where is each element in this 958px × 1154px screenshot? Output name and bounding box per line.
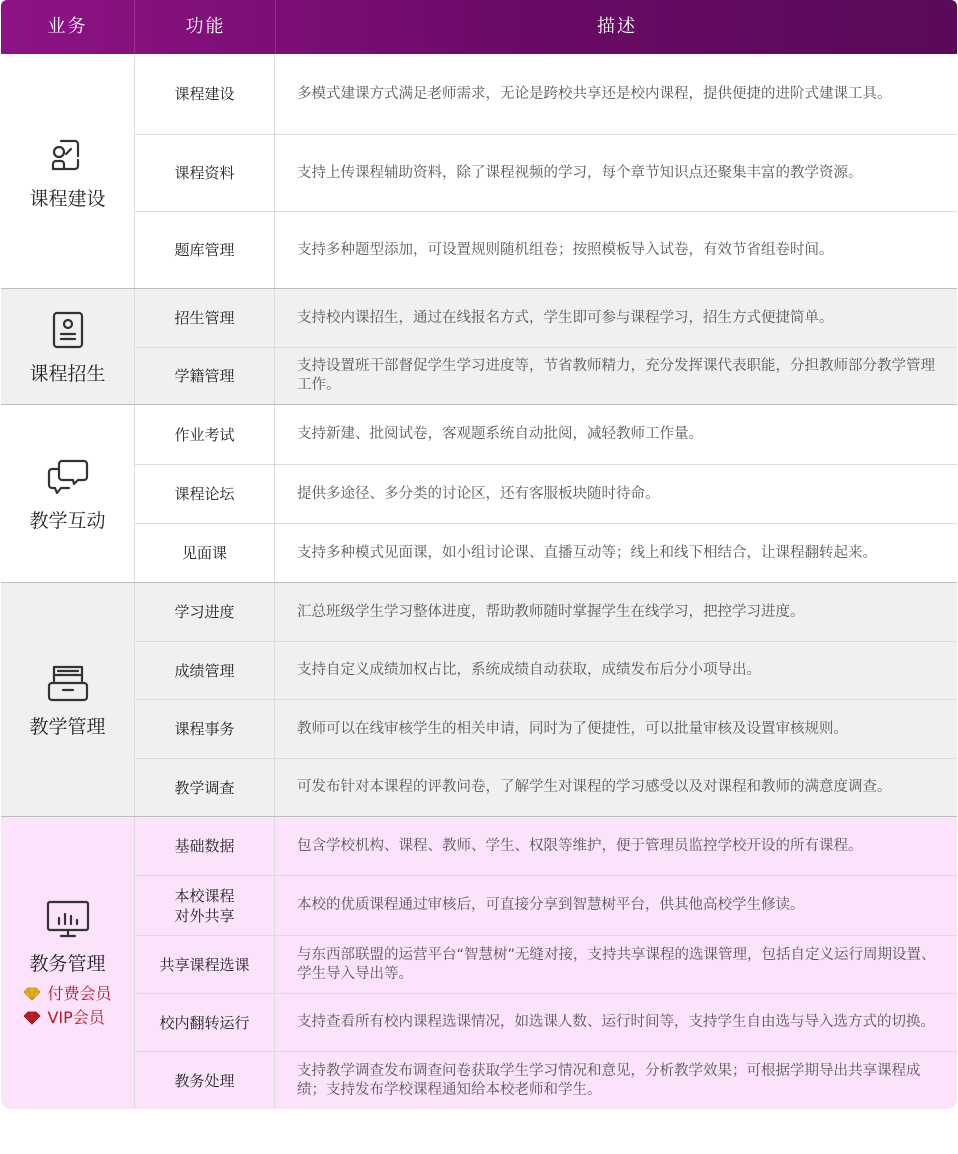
description-cell: 汇总班级学生学习整体进度，帮助教师随时掌握学生在线学习，把控学习进度。 <box>297 603 805 620</box>
group-course-enrollment <box>1 289 957 405</box>
table-row <box>134 54 957 134</box>
table-row <box>134 583 957 641</box>
function-cell: 招生管理 <box>134 289 275 347</box>
function-cell: 本校课程 对外共享 <box>134 876 275 935</box>
table-row <box>134 289 957 347</box>
inbox-tray-icon <box>45 660 91 706</box>
description-cell: 支持设置班干部督促学生学习进度等，节省教师精力，充分发挥课代表职能，分担教师部分教学管理工作。 <box>297 358 935 393</box>
category-cell <box>1 583 134 816</box>
function-cell: 成绩管理 <box>134 642 275 699</box>
table-row <box>134 464 957 523</box>
category-label: 教学管理 <box>29 716 106 738</box>
category-cell <box>1 405 134 582</box>
function-cell: 教学调查 <box>134 759 275 816</box>
description-cell: 多模式建课方式满足老师需求，无论是跨校共享还是校内课程，提供便捷的进阶式建课工具。 <box>297 85 892 102</box>
function-cell: 课程资料 <box>134 135 275 211</box>
function-cell: 校内翻转运行 <box>134 994 275 1051</box>
table-row <box>134 211 957 288</box>
table-row <box>134 405 957 464</box>
puzzle-icon <box>45 132 91 178</box>
function-cell: 作业考试 <box>134 405 275 464</box>
function-cell: 课程事务 <box>134 700 275 758</box>
badge-label: 付费会员 <box>47 983 112 1003</box>
table-row <box>134 347 957 404</box>
description-cell: 支持多种题型添加，可设置规则随机组卷；按照模板导入试卷，有效节省组卷时间。 <box>297 241 834 258</box>
category-label: 课程招生 <box>29 363 106 385</box>
category-cell <box>1 817 134 1109</box>
badge-label: VIP会员 <box>47 1007 105 1027</box>
vip-member-badge <box>23 1006 111 1030</box>
table-row <box>134 993 957 1051</box>
table-row <box>134 758 957 816</box>
header-business: 业务 <box>47 16 88 37</box>
function-cell: 见面课 <box>134 524 275 582</box>
membership-badges <box>23 982 111 1030</box>
table-header <box>1 0 957 54</box>
function-cell: 学习进度 <box>134 583 275 641</box>
description-cell: 支持多种模式见面课，如小组讨论课、直播互动等；线上和线下相结合，让课程翻转起来。 <box>297 544 877 561</box>
group-teaching-interaction <box>1 405 957 583</box>
category-cell <box>1 289 134 404</box>
table-row <box>134 817 957 875</box>
function-cell: 共享课程选课 <box>134 936 275 993</box>
table-row <box>134 523 957 582</box>
function-cell: 题库管理 <box>134 212 275 288</box>
red-diamond-icon <box>23 1011 41 1025</box>
function-cell: 学籍管理 <box>134 348 275 404</box>
function-cell: 课程论坛 <box>134 465 275 523</box>
description-cell: 包含学校机构、课程、教师、学生、权限等维护，便于管理员监控学校开设的所有课程。 <box>297 837 863 854</box>
description-cell: 支持查看所有校内课程选课情况，如选课人数、运行时间等，支持学生自由选与导入选方式的切换。 <box>297 1014 935 1030</box>
table-row <box>134 935 957 993</box>
table-row <box>134 134 957 211</box>
id-card-icon <box>45 307 91 353</box>
paid-member-badge <box>23 982 111 1006</box>
function-cell: 教务处理 <box>134 1052 275 1109</box>
description-cell: 教师可以在线审核学生的相关申请，同时为了便捷性，可以批量审核及设置审核规则。 <box>297 720 848 737</box>
group-course-building <box>1 54 957 289</box>
table-row <box>134 1051 957 1109</box>
function-cell: 基础数据 <box>134 817 275 875</box>
category-cell <box>1 54 134 288</box>
category-label: 课程建设 <box>29 187 106 210</box>
header-description: 描述 <box>275 0 958 54</box>
table-row <box>134 641 957 699</box>
description-cell: 可发布针对本课程的评教问卷，了解学生对课程的学习感受以及对课程和教师的满意度调查。 <box>297 779 892 795</box>
chat-bubbles-icon <box>45 454 91 500</box>
table-row <box>134 875 957 935</box>
description-cell: 本校的优质课程通过审核后，可直接分享到智慧树平台，供其他高校学生修读。 <box>297 897 805 913</box>
group-academic-affairs <box>1 817 957 1109</box>
header-function: 功能 <box>134 0 276 54</box>
description-cell: 提供多途径、多分类的讨论区，还有客服板块随时待命。 <box>297 485 660 502</box>
description-cell: 支持上传课程辅助资料，除了课程视频的学习，每个章节知识点还聚集丰富的教学资源。 <box>297 164 863 181</box>
description-cell: 支持新建、批阅试卷，客观题系统自动批阅，减轻教师工作量。 <box>297 426 703 442</box>
function-cell: 课程建设 <box>134 54 275 134</box>
description-cell: 与东西部联盟的运营平台“智慧树”无缝对接，支持共享课程的选课管理，包括自定义运行周期设置、学生导入导出等。 <box>297 946 936 982</box>
category-label: 教务管理 <box>29 952 106 975</box>
description-cell: 支持自定义成绩加权占比，系统成绩自动获取，成绩发布后分小项导出。 <box>297 662 761 678</box>
description-cell: 支持校内课招生，通过在线报名方式，学生即可参与课程学习，招生方式便捷简单。 <box>297 309 834 326</box>
table-row <box>134 699 957 758</box>
category-label: 教学互动 <box>29 510 106 532</box>
gold-diamond-icon <box>23 987 41 1001</box>
monitor-chart-icon <box>45 897 91 943</box>
group-teaching-management <box>1 583 957 817</box>
description-cell: 支持教学调查发布调查问卷获取学生学习情况和意见，分析教学效果；可根据学期导出共享课程成绩；支持发布学校课程通知给本校老师和学生。 <box>297 1062 921 1098</box>
